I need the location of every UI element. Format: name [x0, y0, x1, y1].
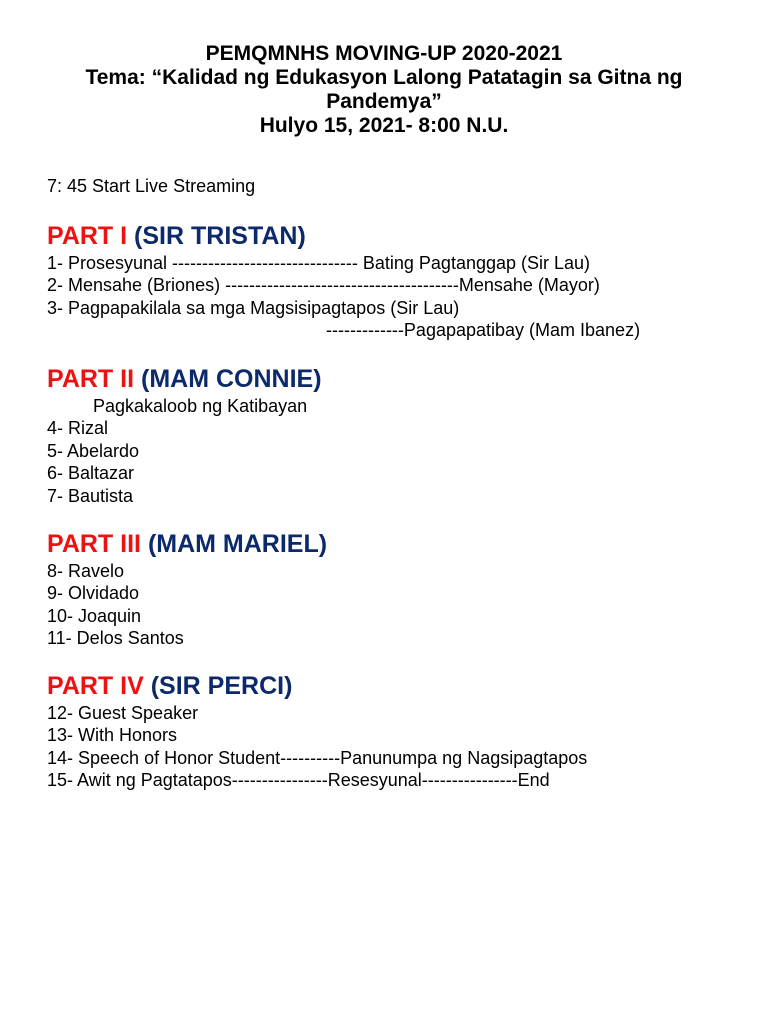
- part-2-heading: [47, 364, 747, 394]
- part-4-section: [47, 671, 747, 792]
- program-item: 13- With Honors: [47, 725, 178, 746]
- program-item: 12- Guest Speaker: [47, 703, 199, 723]
- program-item: 5- Abelardo: [47, 440, 140, 461]
- event-title: PEMQMNHS MOVING-UP 2020-2021: [205, 42, 563, 65]
- part-3-section: [47, 529, 747, 650]
- part-3-heading: [47, 529, 747, 559]
- part-2-section: [47, 364, 747, 507]
- part-3-person: (MAM MARIEL): [147, 530, 328, 558]
- program-item: 7- Bautista: [47, 485, 134, 506]
- program-item: 2- Mensahe (Briones) ---------------------------------------Mensahe (Mayor): [47, 275, 600, 296]
- event-date: Hulyo 15, 2021- 8:00 N.U.: [259, 114, 509, 137]
- program-item: 3- Pagpapakilala sa mga Magsisipagtapos (Sir Lau): [47, 297, 460, 318]
- program-item: 6- Baltazar: [47, 463, 135, 484]
- part-2-label: PART II: [47, 365, 135, 393]
- part-4-label: PART IV: [47, 672, 144, 700]
- part-1-section: [47, 221, 747, 342]
- document-header: [0, 42, 768, 138]
- program-item: 10- Joaquin: [47, 605, 142, 626]
- program-item: -------------Pagapapatibay (Mam Ibanez): [326, 320, 641, 341]
- part-4-heading: [47, 671, 747, 701]
- part-1-person: (SIR TRISTAN): [134, 222, 306, 250]
- program-item: 1- Prosesyunal ------------------------------- Bating Pagtanggap (Sir Lau): [47, 253, 591, 273]
- part-2-sublabel: Pagkakaloob ng Katibayan: [93, 396, 308, 416]
- program-item: 9- Olvidado: [47, 583, 140, 604]
- part-3-label: PART III: [47, 530, 141, 558]
- program-item: 4- Rizal: [47, 418, 109, 439]
- start-live-streaming: 7: 45 Start Live Streaming: [47, 176, 256, 196]
- program-item: 15- Awit ng Pagtatapos----------------Resesyunal----------------End: [47, 770, 550, 791]
- theme-line-continued: Pandemya”: [326, 90, 442, 113]
- part-1-heading: [47, 221, 747, 251]
- part-1-label: PART I: [47, 222, 128, 250]
- program-item: 14- Speech of Honor Student----------Panunumpa ng Nagsipagtapos: [47, 747, 588, 768]
- part-4-person: (SIR PERCI): [150, 672, 293, 700]
- program-item: 8- Ravelo: [47, 561, 125, 581]
- program-item: 11- Delos Santos: [47, 628, 184, 649]
- theme-line: Tema: “Kalidad ng Edukasyon Lalong Patatagin sa Gitna ng: [85, 66, 683, 89]
- part-2-person: (MAM CONNIE): [141, 365, 322, 393]
